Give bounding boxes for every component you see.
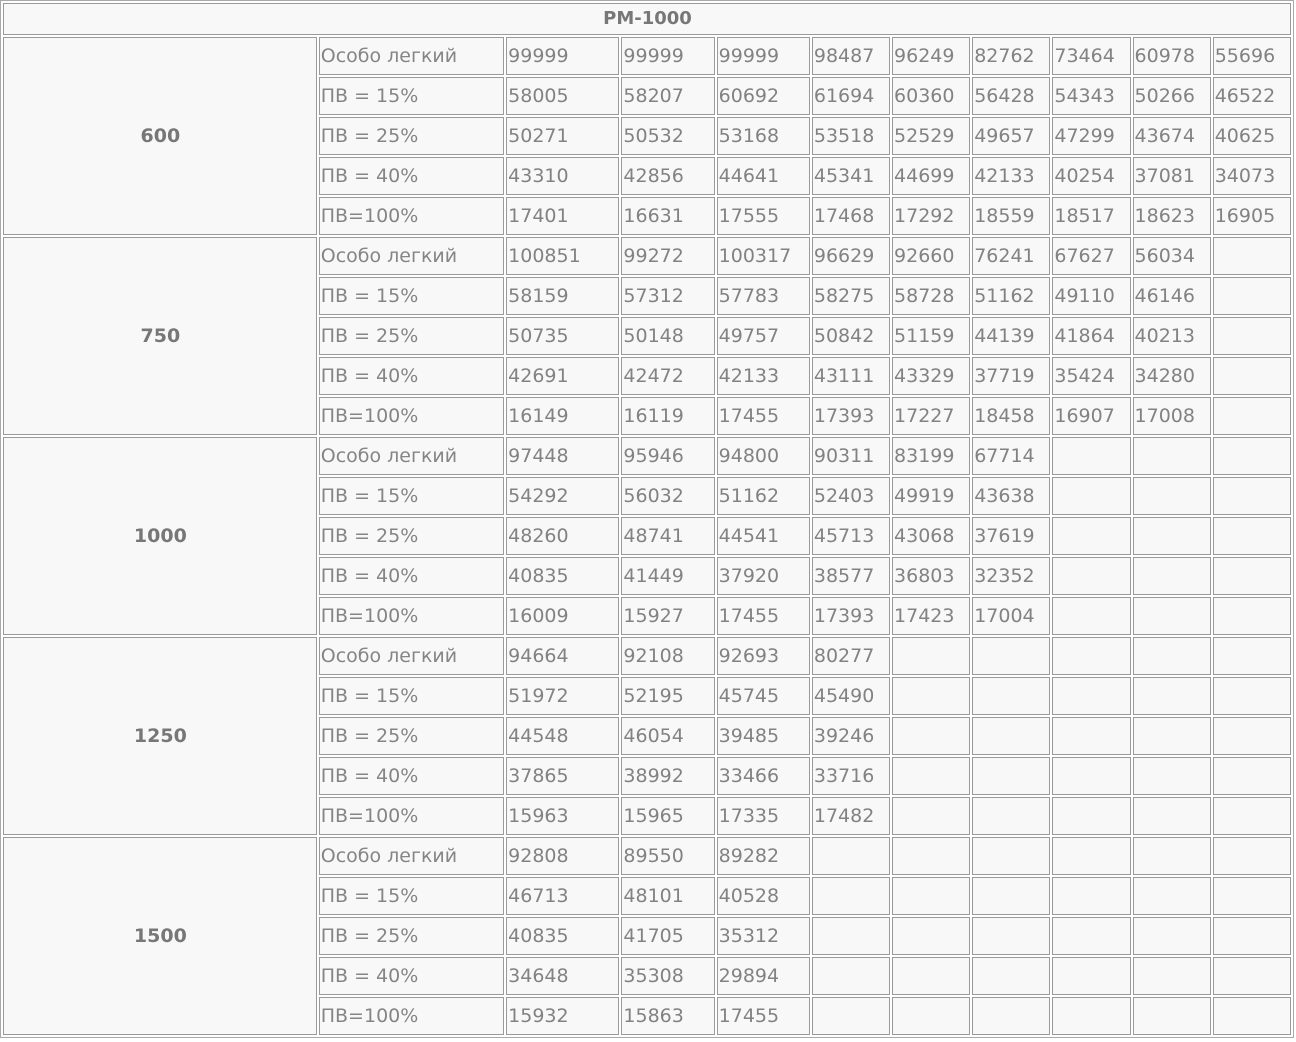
value-cell: 48101: [621, 877, 714, 915]
value-cell: [1213, 757, 1291, 795]
value-cell: 16631: [621, 197, 714, 235]
value-cell: 41864: [1052, 317, 1130, 355]
value-cell: 36803: [892, 557, 970, 595]
value-cell: 76241: [972, 237, 1050, 275]
value-cell: [1133, 717, 1211, 755]
row-label: ПВ = 25%: [319, 117, 504, 155]
value-cell: [892, 877, 970, 915]
value-cell: [1052, 437, 1130, 475]
value-cell: 54292: [506, 477, 619, 515]
value-cell: 16907: [1052, 397, 1130, 435]
value-cell: 92808: [506, 837, 619, 875]
value-cell: 46713: [506, 877, 619, 915]
value-cell: 33466: [717, 757, 810, 795]
value-cell: [1133, 637, 1211, 675]
value-cell: [1133, 837, 1211, 875]
value-cell: [972, 717, 1050, 755]
value-cell: 99999: [621, 37, 714, 75]
row-label: ПВ=100%: [319, 797, 504, 835]
value-cell: 60360: [892, 77, 970, 115]
value-cell: 50266: [1133, 77, 1211, 115]
value-cell: 48741: [621, 517, 714, 555]
value-cell: 37081: [1133, 157, 1211, 195]
row-label: Особо легкий: [319, 437, 504, 475]
value-cell: 17008: [1133, 397, 1211, 435]
row-label: ПВ = 25%: [319, 717, 504, 755]
group-label: 600: [3, 37, 317, 235]
value-cell: 49757: [717, 317, 810, 355]
value-cell: [1213, 877, 1291, 915]
value-cell: [972, 837, 1050, 875]
group-label: 1000: [3, 437, 317, 635]
table-row: [3, 237, 1291, 275]
value-cell: [1133, 477, 1211, 515]
value-cell: 49919: [892, 477, 970, 515]
group-label: 750: [3, 237, 317, 435]
value-cell: 44548: [506, 717, 619, 755]
value-cell: 17401: [506, 197, 619, 235]
value-cell: 29894: [717, 957, 810, 995]
value-cell: 44699: [892, 157, 970, 195]
value-cell: 100851: [506, 237, 619, 275]
value-cell: [972, 637, 1050, 675]
value-cell: [1213, 557, 1291, 595]
value-cell: 56428: [972, 77, 1050, 115]
value-cell: 50148: [621, 317, 714, 355]
group-label: 1500: [3, 837, 317, 1035]
value-cell: 83199: [892, 437, 970, 475]
value-cell: 15963: [506, 797, 619, 835]
value-cell: 39485: [717, 717, 810, 755]
value-cell: 58159: [506, 277, 619, 315]
row-label: Особо легкий: [319, 637, 504, 675]
value-cell: 37719: [972, 357, 1050, 395]
value-cell: 40528: [717, 877, 810, 915]
value-cell: [1133, 757, 1211, 795]
row-label: ПВ = 40%: [319, 757, 504, 795]
row-label: ПВ=100%: [319, 597, 504, 635]
value-cell: 17482: [812, 797, 890, 835]
value-cell: 43111: [812, 357, 890, 395]
value-cell: 58275: [812, 277, 890, 315]
value-cell: 52195: [621, 677, 714, 715]
table-row: [3, 37, 1291, 75]
value-cell: 35308: [621, 957, 714, 995]
value-cell: 45341: [812, 157, 890, 195]
value-cell: 96629: [812, 237, 890, 275]
value-cell: 32352: [972, 557, 1050, 595]
value-cell: [892, 717, 970, 755]
value-cell: [1213, 997, 1291, 1035]
value-cell: 94800: [717, 437, 810, 475]
value-cell: 15932: [506, 997, 619, 1035]
value-cell: 45745: [717, 677, 810, 715]
value-cell: 46146: [1133, 277, 1211, 315]
value-cell: 57783: [717, 277, 810, 315]
value-cell: [1133, 597, 1211, 635]
value-cell: 42133: [972, 157, 1050, 195]
value-cell: 99999: [506, 37, 619, 75]
value-cell: 43329: [892, 357, 970, 395]
value-cell: 40835: [506, 917, 619, 955]
value-cell: [1052, 517, 1130, 555]
value-cell: 18559: [972, 197, 1050, 235]
value-cell: [1052, 717, 1130, 755]
value-cell: 57312: [621, 277, 714, 315]
value-cell: 38992: [621, 757, 714, 795]
value-cell: 56032: [621, 477, 714, 515]
row-label: ПВ = 25%: [319, 917, 504, 955]
value-cell: 61694: [812, 77, 890, 115]
value-cell: 89282: [717, 837, 810, 875]
value-cell: 53518: [812, 117, 890, 155]
value-cell: [1052, 877, 1130, 915]
row-label: ПВ=100%: [319, 197, 504, 235]
value-cell: 17227: [892, 397, 970, 435]
value-cell: [1213, 397, 1291, 435]
value-cell: 39246: [812, 717, 890, 755]
value-cell: [892, 677, 970, 715]
value-cell: 45713: [812, 517, 890, 555]
value-cell: [1213, 797, 1291, 835]
row-label: Особо легкий: [319, 37, 504, 75]
table-row: [3, 837, 1291, 875]
value-cell: [812, 877, 890, 915]
value-cell: [972, 877, 1050, 915]
value-cell: [812, 997, 890, 1035]
value-cell: 44541: [717, 517, 810, 555]
value-cell: [1213, 957, 1291, 995]
value-cell: [892, 637, 970, 675]
value-cell: 41449: [621, 557, 714, 595]
value-cell: 47299: [1052, 117, 1130, 155]
value-cell: 17455: [717, 597, 810, 635]
value-cell: 33716: [812, 757, 890, 795]
value-cell: 52529: [892, 117, 970, 155]
value-cell: 44641: [717, 157, 810, 195]
value-cell: 92693: [717, 637, 810, 675]
value-cell: [1213, 597, 1291, 635]
row-label: ПВ = 15%: [319, 677, 504, 715]
value-cell: [1052, 917, 1130, 955]
value-cell: 51972: [506, 677, 619, 715]
value-cell: [1052, 597, 1130, 635]
value-cell: 44139: [972, 317, 1050, 355]
value-cell: 92660: [892, 237, 970, 275]
value-cell: 15927: [621, 597, 714, 635]
value-cell: 51162: [972, 277, 1050, 315]
value-cell: 43638: [972, 477, 1050, 515]
value-cell: [892, 797, 970, 835]
value-cell: [1133, 797, 1211, 835]
table-row: [3, 437, 1291, 475]
value-cell: [1213, 277, 1291, 315]
value-cell: 49110: [1052, 277, 1130, 315]
value-cell: 67714: [972, 437, 1050, 475]
value-cell: [972, 797, 1050, 835]
row-label: ПВ = 25%: [319, 317, 504, 355]
value-cell: [812, 917, 890, 955]
value-cell: 42691: [506, 357, 619, 395]
value-cell: 48260: [506, 517, 619, 555]
value-cell: [1133, 437, 1211, 475]
row-label: ПВ = 15%: [319, 877, 504, 915]
value-cell: 98487: [812, 37, 890, 75]
value-cell: [1213, 837, 1291, 875]
value-cell: [892, 757, 970, 795]
row-label: Особо легкий: [319, 237, 504, 275]
value-cell: 40625: [1213, 117, 1291, 155]
row-label: ПВ = 40%: [319, 157, 504, 195]
value-cell: 94664: [506, 637, 619, 675]
value-cell: 34073: [1213, 157, 1291, 195]
value-cell: [1213, 717, 1291, 755]
value-cell: [1133, 917, 1211, 955]
title-row: [3, 3, 1291, 35]
row-label: ПВ = 40%: [319, 357, 504, 395]
row-label: Особо легкий: [319, 837, 504, 875]
value-cell: 42856: [621, 157, 714, 195]
value-cell: 37619: [972, 517, 1050, 555]
value-cell: 60978: [1133, 37, 1211, 75]
value-cell: 99272: [621, 237, 714, 275]
value-cell: 17455: [717, 997, 810, 1035]
value-cell: 73464: [1052, 37, 1130, 75]
value-cell: 97448: [506, 437, 619, 475]
value-cell: 82762: [972, 37, 1050, 75]
value-cell: [1213, 437, 1291, 475]
value-cell: 17292: [892, 197, 970, 235]
value-cell: 16119: [621, 397, 714, 435]
value-cell: 17455: [717, 397, 810, 435]
value-cell: 100317: [717, 237, 810, 275]
value-cell: 18517: [1052, 197, 1130, 235]
value-cell: 60692: [717, 77, 810, 115]
value-cell: [892, 837, 970, 875]
value-cell: 16905: [1213, 197, 1291, 235]
row-label: ПВ=100%: [319, 397, 504, 435]
value-cell: 41705: [621, 917, 714, 955]
value-cell: 80277: [812, 637, 890, 675]
value-cell: 15965: [621, 797, 714, 835]
value-cell: 49657: [972, 117, 1050, 155]
value-cell: 34648: [506, 957, 619, 995]
value-cell: [892, 997, 970, 1035]
value-cell: 15863: [621, 997, 714, 1035]
value-cell: 95946: [621, 437, 714, 475]
value-cell: 99999: [717, 37, 810, 75]
value-cell: [1213, 317, 1291, 355]
value-cell: 38577: [812, 557, 890, 595]
value-cell: 51162: [717, 477, 810, 515]
table-row: [3, 637, 1291, 675]
value-cell: [1213, 477, 1291, 515]
value-cell: 50735: [506, 317, 619, 355]
value-cell: [972, 997, 1050, 1035]
value-cell: [972, 677, 1050, 715]
table-title: PM-1000: [3, 3, 1291, 35]
value-cell: 52403: [812, 477, 890, 515]
value-cell: 17335: [717, 797, 810, 835]
value-cell: 55696: [1213, 37, 1291, 75]
value-cell: [1052, 957, 1130, 995]
value-cell: [1133, 957, 1211, 995]
value-cell: [1133, 997, 1211, 1035]
value-cell: [812, 957, 890, 995]
value-cell: [1052, 557, 1130, 595]
value-cell: [1052, 477, 1130, 515]
value-cell: [812, 837, 890, 875]
row-label: ПВ = 40%: [319, 557, 504, 595]
value-cell: 17393: [812, 397, 890, 435]
value-cell: 96249: [892, 37, 970, 75]
value-cell: [1213, 677, 1291, 715]
value-cell: 89550: [621, 837, 714, 875]
value-cell: 50842: [812, 317, 890, 355]
value-cell: [1052, 797, 1130, 835]
value-cell: 17423: [892, 597, 970, 635]
value-cell: 43674: [1133, 117, 1211, 155]
value-cell: 51159: [892, 317, 970, 355]
value-cell: 42472: [621, 357, 714, 395]
value-cell: 43068: [892, 517, 970, 555]
row-label: ПВ = 15%: [319, 77, 504, 115]
value-cell: [1133, 677, 1211, 715]
value-cell: 40835: [506, 557, 619, 595]
value-cell: 40254: [1052, 157, 1130, 195]
value-cell: 58728: [892, 277, 970, 315]
value-cell: 54343: [1052, 77, 1130, 115]
value-cell: 17393: [812, 597, 890, 635]
value-cell: [1052, 677, 1130, 715]
group-label: 1250: [3, 637, 317, 835]
value-cell: 17468: [812, 197, 890, 235]
value-cell: [1133, 557, 1211, 595]
value-cell: [972, 957, 1050, 995]
value-cell: [1213, 357, 1291, 395]
value-cell: [1213, 237, 1291, 275]
value-cell: 56034: [1133, 237, 1211, 275]
value-cell: 90311: [812, 437, 890, 475]
value-cell: 42133: [717, 357, 810, 395]
value-cell: 16149: [506, 397, 619, 435]
value-cell: [1052, 637, 1130, 675]
row-label: ПВ = 15%: [319, 277, 504, 315]
value-cell: 46522: [1213, 77, 1291, 115]
value-cell: 45490: [812, 677, 890, 715]
value-cell: 40213: [1133, 317, 1211, 355]
value-cell: 17555: [717, 197, 810, 235]
table-body: [3, 3, 1291, 1035]
value-cell: 58005: [506, 77, 619, 115]
value-cell: 34280: [1133, 357, 1211, 395]
value-cell: [892, 917, 970, 955]
value-cell: 17004: [972, 597, 1050, 635]
value-cell: 35312: [717, 917, 810, 955]
value-cell: [1213, 917, 1291, 955]
value-cell: 16009: [506, 597, 619, 635]
row-label: ПВ = 25%: [319, 517, 504, 555]
value-cell: [1052, 757, 1130, 795]
value-cell: [892, 957, 970, 995]
value-cell: 43310: [506, 157, 619, 195]
value-cell: 50271: [506, 117, 619, 155]
value-cell: 92108: [621, 637, 714, 675]
value-cell: 18623: [1133, 197, 1211, 235]
value-cell: 58207: [621, 77, 714, 115]
value-cell: [1133, 517, 1211, 555]
value-cell: 53168: [717, 117, 810, 155]
value-cell: [1052, 837, 1130, 875]
value-cell: 37865: [506, 757, 619, 795]
value-cell: [972, 917, 1050, 955]
row-label: ПВ = 40%: [319, 957, 504, 995]
value-cell: 46054: [621, 717, 714, 755]
value-cell: [1133, 877, 1211, 915]
value-cell: [1052, 997, 1130, 1035]
value-cell: [1213, 517, 1291, 555]
value-cell: 35424: [1052, 357, 1130, 395]
value-cell: 67627: [1052, 237, 1130, 275]
row-label: ПВ=100%: [319, 997, 504, 1035]
value-cell: 37920: [717, 557, 810, 595]
value-cell: [972, 757, 1050, 795]
value-cell: 50532: [621, 117, 714, 155]
value-cell: 18458: [972, 397, 1050, 435]
row-label: ПВ = 15%: [319, 477, 504, 515]
value-cell: [1213, 637, 1291, 675]
